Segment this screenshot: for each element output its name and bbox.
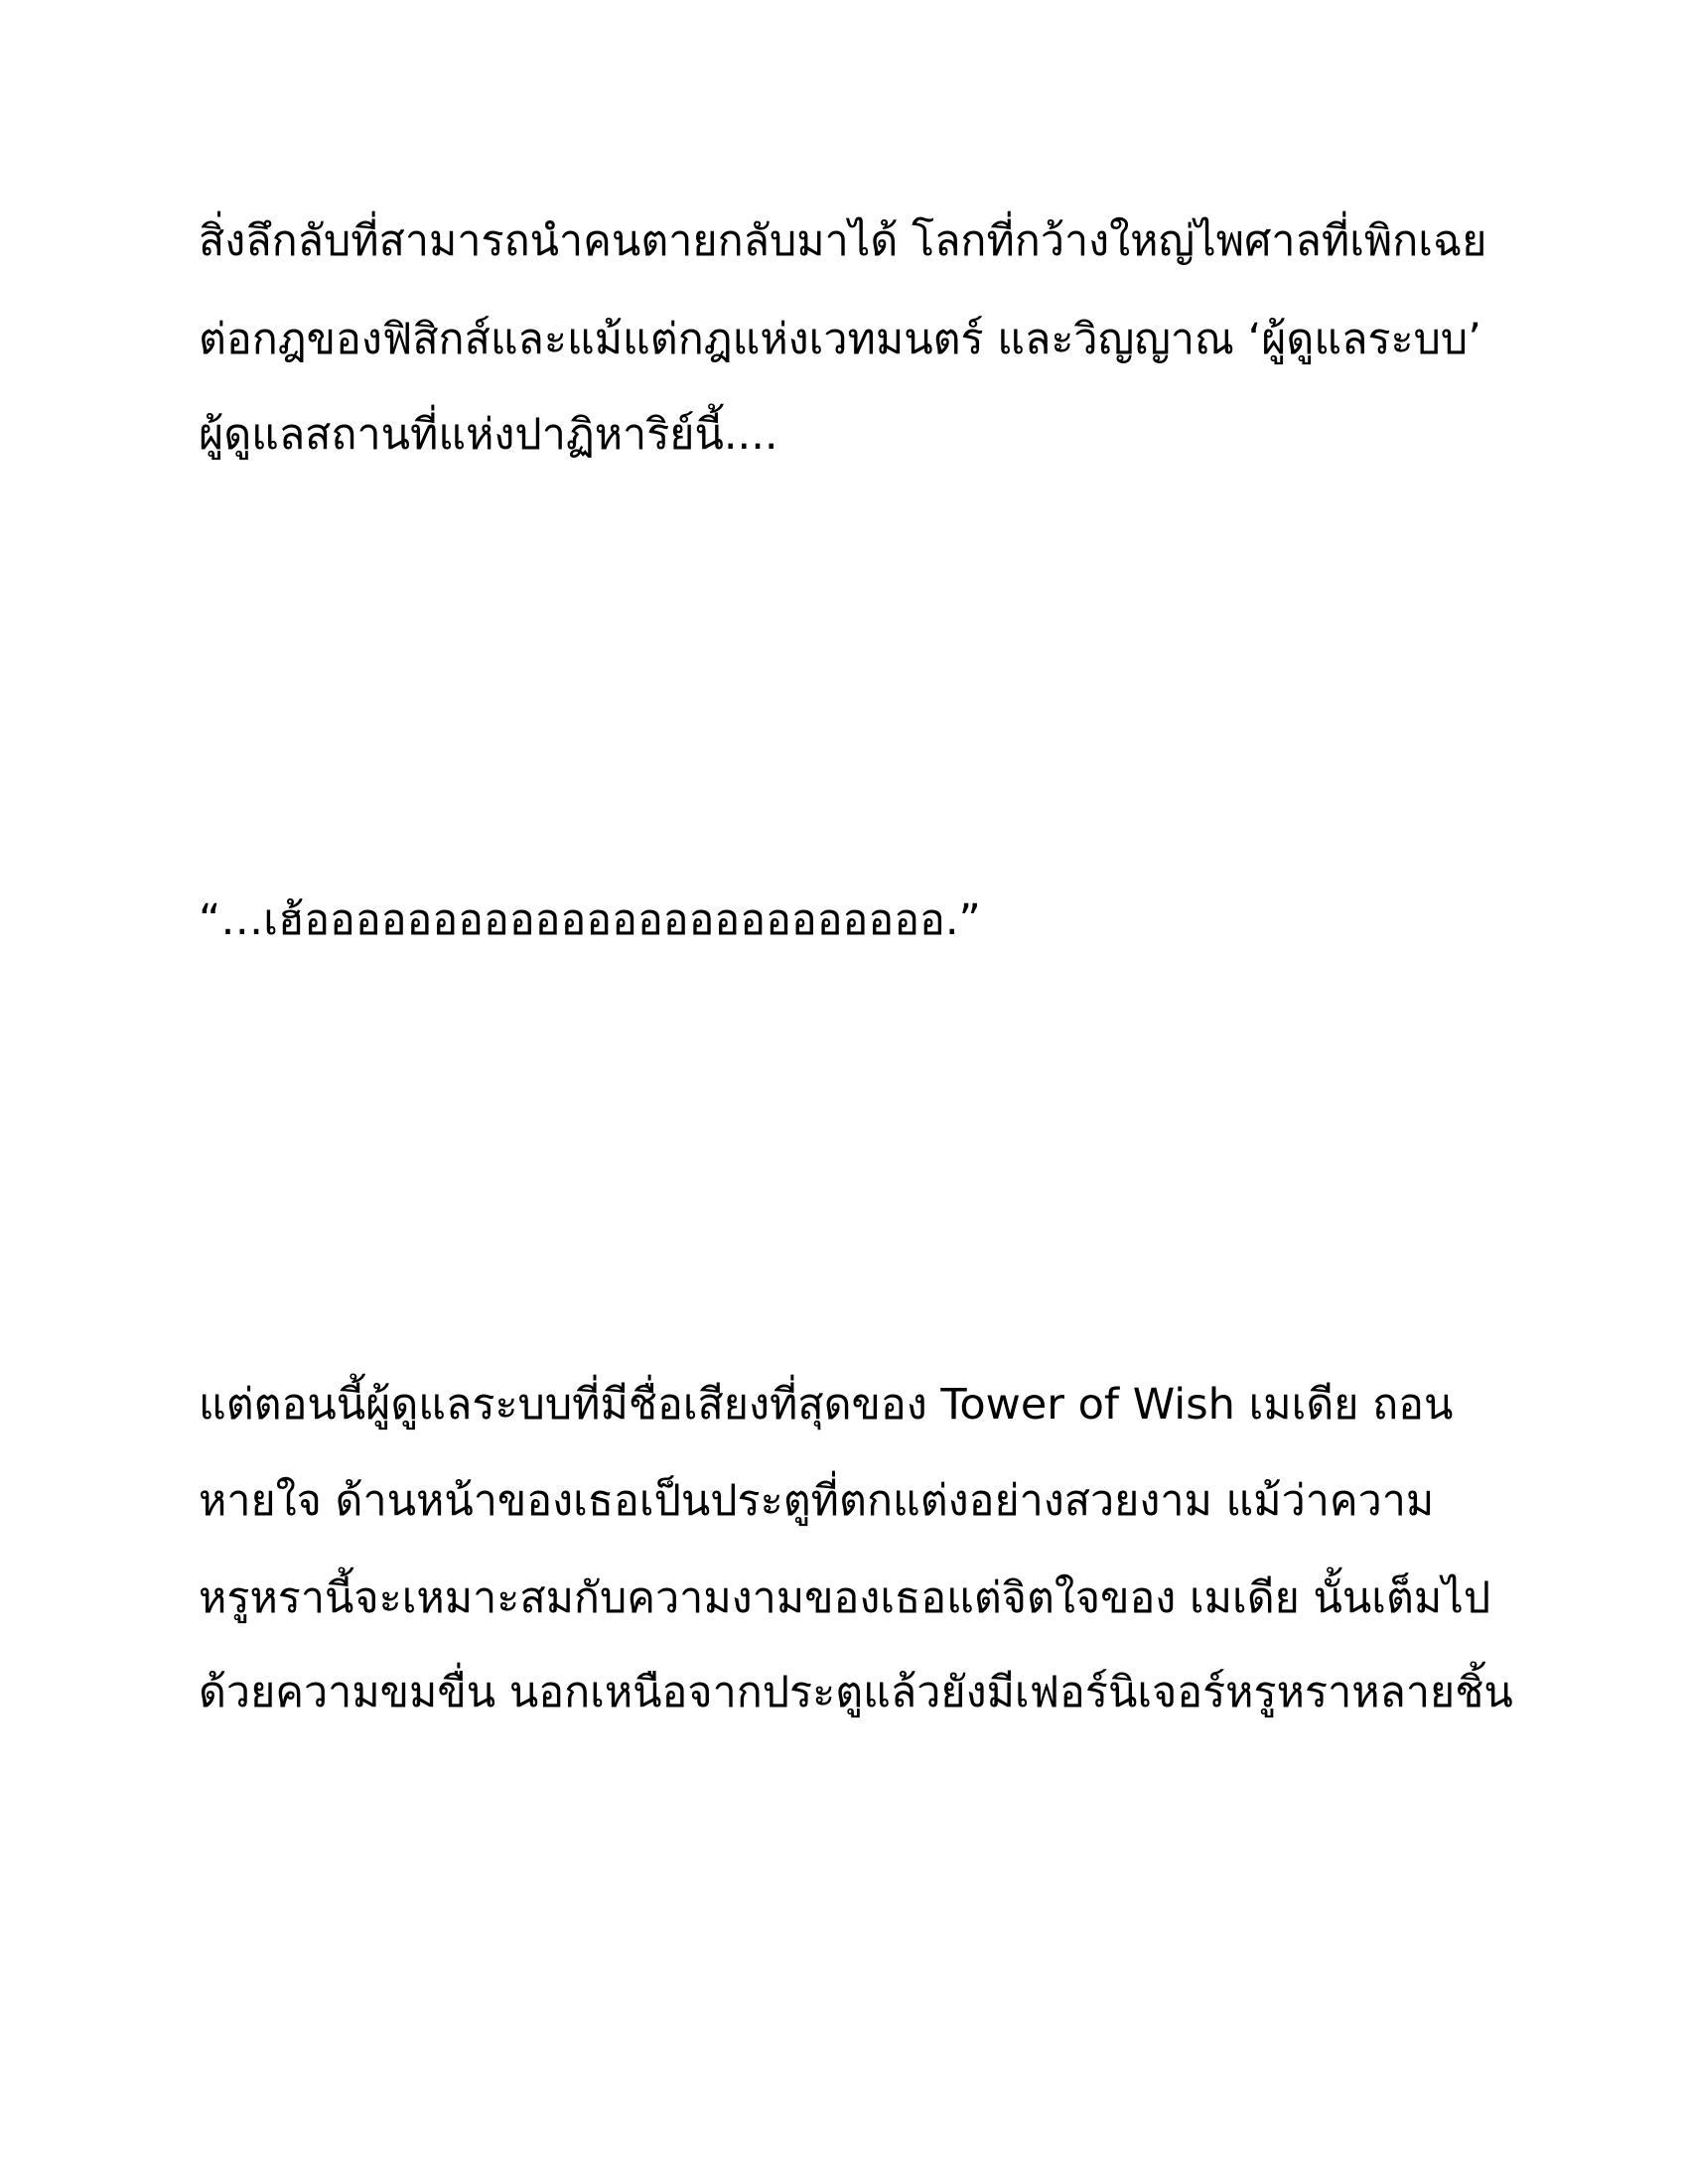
dialogue-line: “…เฮ้อออออออออออออออออออออออออ.” bbox=[199, 895, 981, 945]
paragraph-line: หรูหรานี้จะเหมาะสมกับความงามของเธอแต่จิตใจของ เมเดีย นั้นเต็มไป bbox=[199, 1573, 1491, 1623]
paragraph-line: ต่อกฎของฟิสิกส์และแม้แต่กฎแห่งเวทมนตร์ และวิญญาณ ‘ผู้ดูแลระบบ’ bbox=[199, 315, 1481, 364]
paragraph-line: สิ่งลึกลับที่สามารถนำคนตายกลับมาได้ โลกที่กว้างใหญ่ไพศาลที่เพิกเฉย bbox=[199, 216, 1487, 266]
paragraph-line: ด้วยความขมขื่น นอกเหนือจากประตูแล้วยังมีเฟอร์นิเจอร์หรูหราหลายชิ้น bbox=[199, 1668, 1513, 1717]
paragraph-line: ผู้ดูแลสถานที่แห่งปาฏิหาริย์นี้.... bbox=[199, 410, 778, 460]
paragraph-line: แต่ตอนนี้ผู้ดูแลระบบที่มีชื่อเสียงที่สุดของ Tower of Wish เมเดีย ถอน bbox=[199, 1380, 1454, 1430]
paragraph-line: หายใจ ด้านหน้าของเธอเป็นประตูที่ตกแต่งอย่างสวยงาม แม้ว่าความ bbox=[199, 1476, 1435, 1526]
